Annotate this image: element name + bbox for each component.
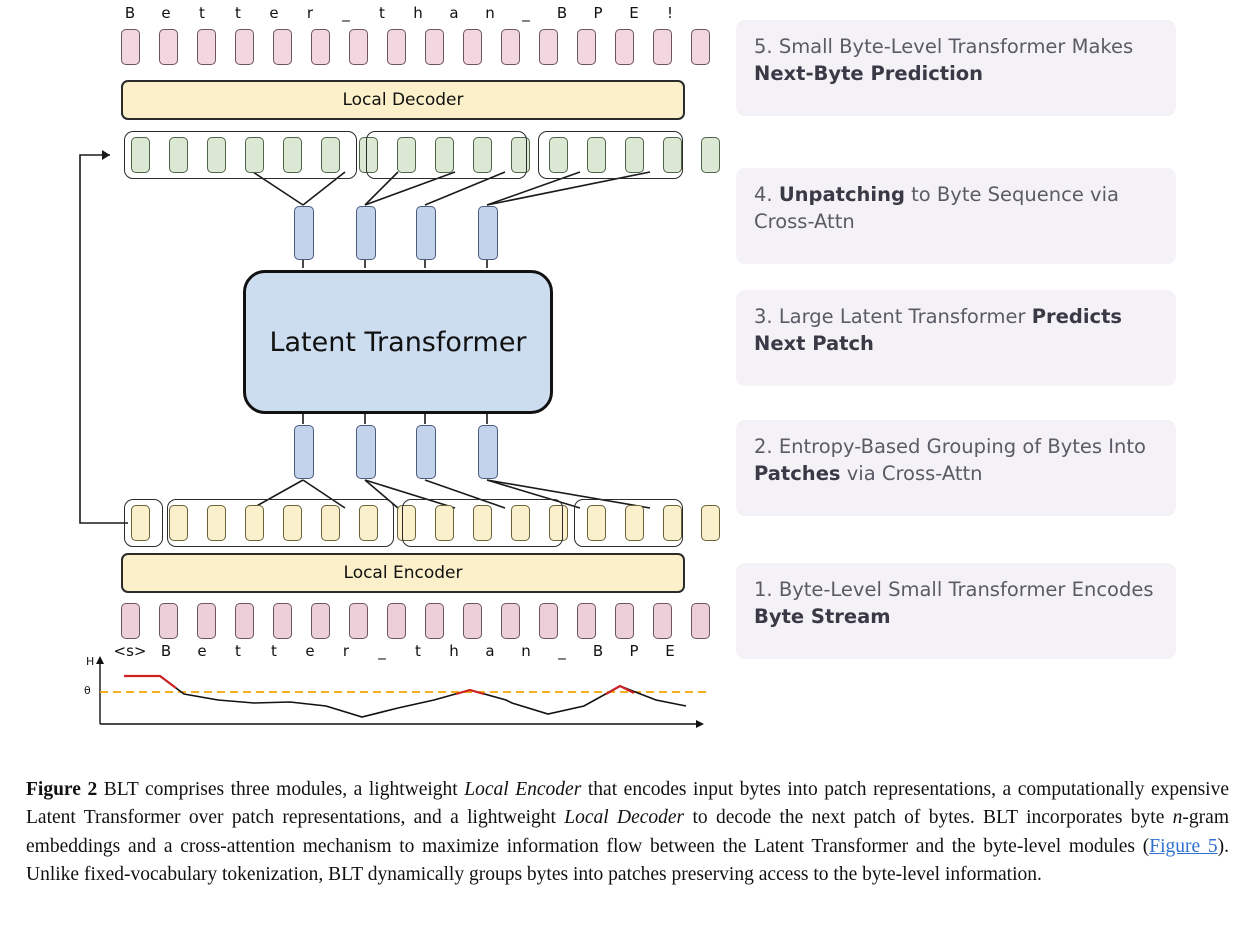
entropy-threshold-label: θ bbox=[84, 684, 91, 697]
decoder-patch-group bbox=[366, 131, 527, 179]
letter: _ bbox=[522, 4, 530, 22]
caption-label: Figure 2 bbox=[26, 779, 98, 800]
letter: _ bbox=[558, 642, 566, 660]
byte-box bbox=[159, 603, 178, 639]
letter: a bbox=[449, 4, 459, 22]
caption-em-local-encoder: Local Encoder bbox=[464, 779, 582, 800]
byte-box bbox=[121, 29, 140, 65]
caption-part3: to decode the next patch of bytes. BLT incorporates byte bbox=[684, 807, 1173, 829]
latent-transformer-module[interactable] bbox=[243, 270, 553, 414]
letter: B bbox=[124, 4, 136, 22]
byte-box bbox=[653, 29, 672, 65]
letter: e bbox=[197, 642, 207, 660]
letter: r bbox=[342, 642, 350, 660]
letter: a bbox=[485, 642, 495, 660]
letter: n bbox=[521, 642, 531, 660]
letter: n bbox=[485, 4, 495, 22]
letter: B bbox=[160, 642, 172, 660]
letter: t bbox=[415, 642, 421, 660]
letter: t bbox=[379, 4, 385, 22]
letter: B bbox=[556, 4, 568, 22]
byte-box bbox=[349, 603, 368, 639]
byte-box bbox=[387, 29, 406, 65]
letter: t bbox=[235, 4, 241, 22]
local-decoder-module[interactable] bbox=[121, 80, 685, 120]
patch-vector bbox=[294, 206, 314, 260]
patch-vector bbox=[416, 425, 436, 479]
step-2-callout bbox=[736, 420, 1176, 516]
byte-box bbox=[501, 29, 520, 65]
step-4-number: 4. bbox=[754, 183, 773, 206]
letter: e bbox=[161, 4, 171, 22]
letter: h bbox=[449, 642, 459, 660]
byte-box bbox=[121, 603, 140, 639]
step-5-text-before: Small Byte-Level Transformer Makes bbox=[778, 35, 1134, 58]
letter: ! bbox=[666, 4, 673, 22]
byte-box bbox=[387, 603, 406, 639]
byte-box bbox=[577, 29, 596, 65]
byte-box bbox=[701, 505, 720, 541]
step-3-number: 3. bbox=[754, 305, 773, 328]
local-encoder-label: Local Encoder bbox=[343, 563, 463, 583]
caption-part2: that encodes input bytes into patch representations, a computationally expensive Latent Transformer over patch representations, and a lightweight bbox=[26, 779, 1229, 829]
letter: t bbox=[271, 642, 277, 660]
byte-box bbox=[349, 29, 368, 65]
patch-vector bbox=[356, 425, 376, 479]
letter: E bbox=[629, 4, 639, 22]
letter: P bbox=[593, 4, 603, 22]
step-4-bold: Unpatching bbox=[778, 183, 905, 206]
byte-box bbox=[311, 29, 330, 65]
byte-box bbox=[159, 29, 178, 65]
step-2-number: 2. bbox=[754, 435, 773, 458]
encoder-patch-group bbox=[124, 499, 163, 547]
byte-box bbox=[273, 29, 292, 65]
figure-caption bbox=[26, 776, 1229, 889]
output-byte-letters bbox=[112, 4, 688, 22]
caption-part5: ). Unlike fixed-vocabulary tokenization, BLT dynamically groups bytes into patches preserving access to the byte-level information. bbox=[26, 835, 1229, 885]
step-1-number: 1. bbox=[754, 578, 773, 601]
patch-vector bbox=[294, 425, 314, 479]
caption-em-local-decoder: Local Decoder bbox=[564, 807, 685, 829]
letter: E bbox=[665, 642, 675, 660]
step-1-callout bbox=[736, 563, 1176, 659]
letter: <s> bbox=[113, 642, 147, 660]
step-5-number: 5. bbox=[754, 35, 773, 58]
byte-box bbox=[691, 603, 710, 639]
encoder-patch-group bbox=[574, 499, 683, 547]
step-4-callout bbox=[736, 168, 1176, 264]
byte-box bbox=[701, 137, 720, 173]
step-1-bold: Byte Stream bbox=[754, 604, 891, 628]
letter: t bbox=[235, 642, 241, 660]
letter: r bbox=[306, 4, 314, 22]
byte-box bbox=[615, 603, 634, 639]
letter: e bbox=[269, 4, 279, 22]
decoder-patch-group bbox=[124, 131, 357, 179]
step-3-bold: Predicts Next Patch bbox=[754, 305, 1123, 355]
byte-box bbox=[463, 29, 482, 65]
output-byte-boxes bbox=[121, 29, 729, 65]
input-byte-boxes bbox=[121, 603, 729, 639]
patch-vector bbox=[478, 206, 498, 260]
input-byte-letters bbox=[112, 642, 688, 660]
step-2-text-before: Entropy-Based Grouping of Bytes Into bbox=[778, 435, 1146, 458]
letter: B bbox=[592, 642, 604, 660]
step-3-callout bbox=[736, 290, 1176, 386]
byte-box bbox=[501, 603, 520, 639]
step-2-bold: Patches bbox=[754, 461, 841, 485]
patch-vector bbox=[416, 206, 436, 260]
step-3-text-before: Large Latent Transformer bbox=[778, 305, 1032, 328]
byte-box bbox=[273, 603, 292, 639]
byte-box bbox=[539, 29, 558, 65]
letter: h bbox=[413, 4, 423, 22]
entropy-axis-label: H bbox=[86, 655, 95, 668]
byte-box bbox=[425, 29, 444, 65]
byte-box bbox=[235, 29, 254, 65]
byte-box bbox=[425, 603, 444, 639]
step-4-text-after: to Byte Sequence via Cross-Attn bbox=[754, 183, 1119, 233]
local-encoder-module[interactable] bbox=[121, 553, 685, 593]
byte-box bbox=[197, 603, 216, 639]
byte-box bbox=[615, 29, 634, 65]
encoder-patch-group bbox=[402, 499, 563, 547]
byte-box bbox=[235, 603, 254, 639]
byte-box bbox=[539, 603, 558, 639]
step-2-text-after: via Cross-Attn bbox=[840, 461, 983, 485]
letter: t bbox=[199, 4, 205, 22]
byte-box bbox=[653, 603, 672, 639]
step-5-bold: Next-Byte Prediction bbox=[754, 61, 984, 85]
letter: P bbox=[629, 642, 639, 660]
caption-part4: -gram embeddings and a cross-attention mechanism to maximize information flow between the Latent Transformer and the byte-level modules ( bbox=[26, 807, 1229, 857]
letter: e bbox=[305, 642, 315, 660]
step-5-callout bbox=[736, 20, 1176, 116]
figure-5-link[interactable]: Figure 5 bbox=[1149, 835, 1218, 857]
byte-box bbox=[311, 603, 330, 639]
patch-vector bbox=[356, 206, 376, 260]
local-decoder-label: Local Decoder bbox=[342, 90, 464, 110]
letter: _ bbox=[342, 4, 350, 22]
encoder-patch-group bbox=[167, 499, 394, 547]
byte-box bbox=[577, 603, 596, 639]
latent-transformer-label: Latent Transformer bbox=[269, 326, 527, 358]
patch-vector bbox=[478, 425, 498, 479]
decoder-patch-group bbox=[538, 131, 683, 179]
letter: _ bbox=[378, 642, 386, 660]
caption-em-n: n bbox=[1172, 807, 1183, 829]
byte-box bbox=[463, 603, 482, 639]
byte-box bbox=[691, 29, 710, 65]
byte-box bbox=[197, 29, 216, 65]
caption-part1: BLT comprises three modules, a lightweight bbox=[97, 779, 465, 800]
entropy-plot bbox=[96, 656, 706, 728]
step-1-text-before: Byte-Level Small Transformer Encodes bbox=[778, 578, 1154, 601]
